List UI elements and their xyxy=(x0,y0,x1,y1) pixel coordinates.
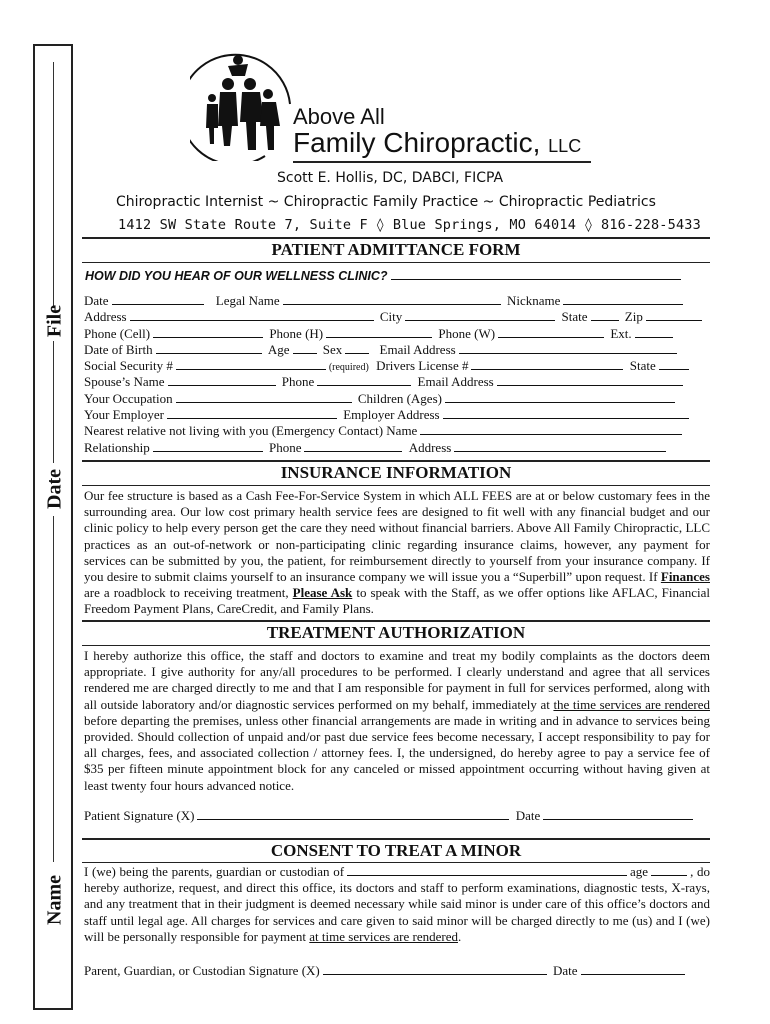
row-spouse: Spouse’s Name Phone Email Address xyxy=(84,374,708,390)
file-label: File xyxy=(43,304,66,338)
section-divider xyxy=(82,645,710,646)
spouse-name-input[interactable] xyxy=(168,374,276,386)
family-logo-icon xyxy=(190,46,310,161)
row-dob: Date of Birth Age Sex Email Address xyxy=(84,342,708,358)
emergency-address-input[interactable] xyxy=(454,440,666,452)
emergency-name-input[interactable] xyxy=(420,423,682,435)
guardian-signature-row: Parent, Guardian, or Custodian Signature (X) Date xyxy=(84,963,688,979)
guardian-signature-input[interactable] xyxy=(323,963,547,975)
spouse-email-input[interactable] xyxy=(497,374,683,386)
brand-line-2: Family Chiropractic, LLC xyxy=(293,127,582,158)
minor-text: I (we) being the parents, guardian or custodian of age , do hereby authorize, request, and direct this office, its doctors and staff to perform examinations, diagnostic tests, X-rays, and any treatment that in their judgment is deemed necessary while said minor is under care of this office’s doctors and staff until legal age. All charges for services and care given to said minor will be charged directly to me (us) and I (we) will be personally responsible for payment at time services are rendered. xyxy=(84,864,710,944)
brand-line-1: Above All xyxy=(293,104,385,129)
legal-name-input[interactable] xyxy=(283,293,501,305)
employer-address-input[interactable] xyxy=(443,407,689,419)
relationship-input[interactable] xyxy=(153,440,263,452)
ssn-input[interactable] xyxy=(176,358,326,370)
file-tab-sidebar xyxy=(33,44,73,1010)
insurance-title: INSURANCE INFORMATION xyxy=(280,463,512,482)
file-line xyxy=(53,62,54,308)
row-relationship: Relationship Phone Address xyxy=(84,440,708,456)
minor-age-input[interactable] xyxy=(651,864,687,876)
brand-underline xyxy=(293,161,591,163)
admittance-title: PATIENT ADMITTANCE FORM xyxy=(271,240,521,259)
date-line xyxy=(53,341,54,463)
doctor-name: Scott E. Hollis, DC, DABCI, FICPA xyxy=(277,170,504,186)
minor-title: CONSENT TO TREAT A MINOR xyxy=(270,841,522,860)
sex-input[interactable] xyxy=(345,342,369,354)
row-ssn: Social Security # (required) Drivers License # State xyxy=(84,358,708,374)
spouse-phone-input[interactable] xyxy=(317,374,411,386)
zip-input[interactable] xyxy=(646,309,702,321)
section-divider xyxy=(82,485,710,486)
name-label: Name xyxy=(43,875,66,925)
referral-input[interactable] xyxy=(391,268,681,280)
section-divider xyxy=(82,460,710,462)
specialties: Chiropractic Internist ~ Chiropractic Family Practice ~ Chiropractic Pediatrics xyxy=(116,194,656,210)
dl-state-input[interactable] xyxy=(659,358,689,370)
insurance-text: Our fee structure is based as a Cash Fee-For-Service System in which ALL FEES are at or below customary fees in the surrounding area. Our low cost primary health service fees are designed to fit well with any financial budget and our clinic policy to help every person get the care they need without financial barriers. Above All Family Chiropractic, LLC practices as an out-of-network or non-participating clinic regarding insurance claims, however, any payment for services can be submitted by you, the patient, for reimbursement directly to yourself from your insurance company. If you desire to submit claims yourself to an insurance company we will issue you a “Superbill” upon request. If Finances are a roadblock to receiving treatment, Please Ask to speak with the Staff, as we offer options like AFLAC, Financial Freedom Payment Plans, CareCredit, and Family Plans. xyxy=(84,488,710,617)
row-phones: Phone (Cell) Phone (H) Phone (W) Ext. xyxy=(84,326,708,342)
treatment-title: TREATMENT AUTHORIZATION xyxy=(266,623,526,642)
row-date-name: Date Legal Name Nickname xyxy=(84,293,708,309)
occupation-input[interactable] xyxy=(176,391,352,403)
email-input[interactable] xyxy=(459,342,677,354)
phone-home-input[interactable] xyxy=(326,326,432,338)
address-input[interactable] xyxy=(130,309,374,321)
nickname-input[interactable] xyxy=(563,293,683,305)
phone-cell-input[interactable] xyxy=(153,326,263,338)
children-input[interactable] xyxy=(445,391,675,403)
date-label: Date xyxy=(43,469,66,509)
patient-signature-row: Patient Signature (X) Date xyxy=(84,808,696,824)
clinic-address: 1412 SW State Route 7, Suite F ◊ Blue Springs, MO 64014 ◊ 816-228-5433 xyxy=(118,217,701,233)
section-divider xyxy=(82,620,710,622)
referral-question: HOW DID YOU HEAR OF OUR WELLNESS CLINIC? xyxy=(85,268,684,283)
section-divider xyxy=(82,237,710,239)
city-input[interactable] xyxy=(405,309,555,321)
row-emergency: Nearest relative not living with you (Emergency Contact) Name xyxy=(84,423,708,439)
age-input[interactable] xyxy=(293,342,317,354)
name-line xyxy=(53,516,54,862)
section-divider xyxy=(82,262,710,263)
minor-name-input[interactable] xyxy=(347,864,627,876)
section-divider xyxy=(82,862,710,863)
phone-work-input[interactable] xyxy=(498,326,604,338)
row-employer: Your Employer Employer Address xyxy=(84,407,708,423)
section-divider xyxy=(82,838,710,840)
patient-signature-input[interactable] xyxy=(197,808,509,820)
date-input[interactable] xyxy=(112,293,204,305)
drivers-license-input[interactable] xyxy=(471,358,623,370)
row-address: Address City State Zip xyxy=(84,309,708,325)
emergency-phone-input[interactable] xyxy=(304,440,402,452)
guardian-date-input[interactable] xyxy=(581,963,685,975)
employer-input[interactable] xyxy=(167,407,337,419)
treatment-text: I hereby authorize this office, the staff and doctors to examine and treat my bodily complaints as the doctors deem appropriate. I give authority for any/all procedures to be performed. I clearly understand and agree that all services rendered me are charged directly to me and that I am responsible for payment in full for services performed, along with all outside laboratory and/or diagnostic services performed on my behalf, immediately at the time services are rendered before departing the premises, unless other financial arrangements are made in writing and in advance to services being provided. Should collection of unpaid and/or past due service fees become necessary, I accept responsibility to pay for all charges, fees, and associated collection / attorney fees. I, the undersigned, do hereby agree to pay a service fee of $35 per fifteen minute appointment block for any canceled or missed appointment occurring without having given at least twenty four hours advanced notice. xyxy=(84,648,710,793)
patient-date-input[interactable] xyxy=(543,808,693,820)
dob-input[interactable] xyxy=(156,342,262,354)
ext-input[interactable] xyxy=(635,326,673,338)
row-occupation: Your Occupation Children (Ages) xyxy=(84,391,708,407)
state-input[interactable] xyxy=(591,309,619,321)
